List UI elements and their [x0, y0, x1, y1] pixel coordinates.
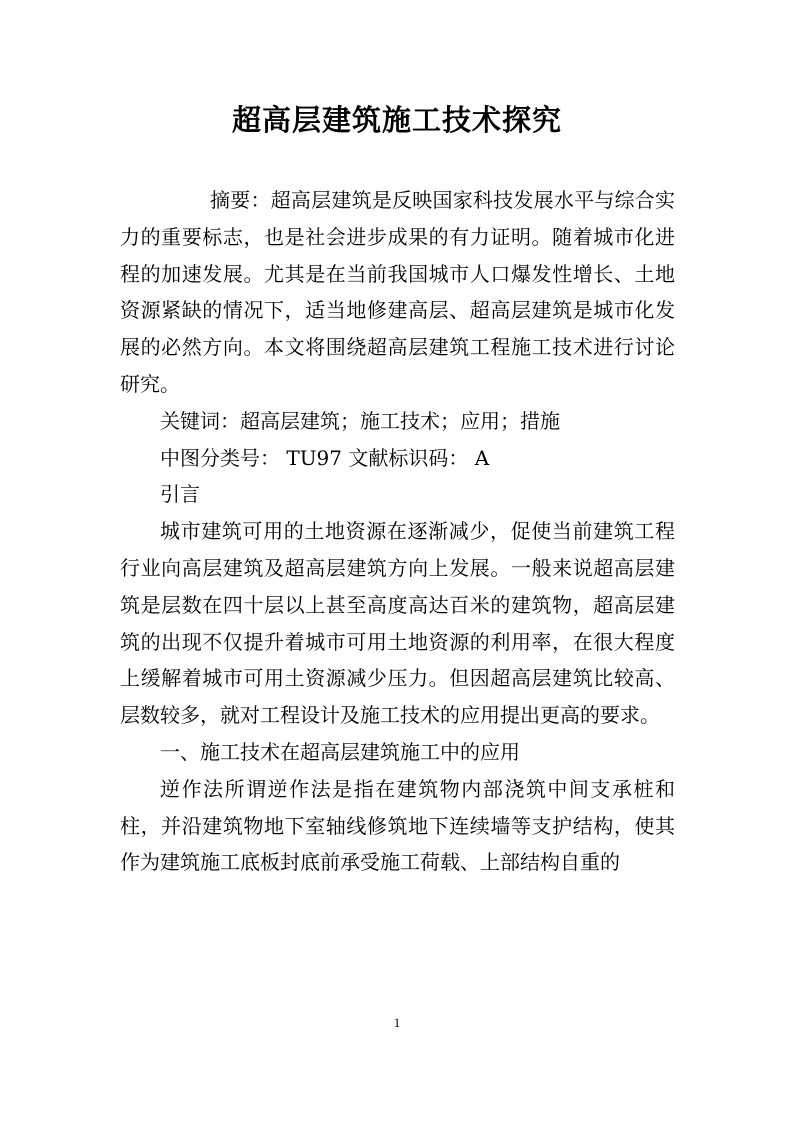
introduction-heading: 引言: [160, 482, 200, 507]
document-body: [120, 182, 675, 881]
section-paragraph: 逆作法所谓逆作法是指在建筑物内部浇筑中间支承桩和柱，并沿建筑物地下室轴线修筑地下连续墙等支护结构，使其作为建筑施工底板封底前承受施工荷载、上部结构自重的: [120, 776, 675, 875]
document-title: 超高层建筑施工技术探究: [231, 103, 562, 137]
section-heading: 一、施工技术在超高层建筑施工中的应用: [160, 739, 520, 764]
page-number: 1: [393, 1015, 401, 1030]
classification-paragraph: 中图分类号： TU97 文献标识码： A: [160, 445, 490, 470]
keywords-paragraph: 关键词：超高层建筑；施工技术；应用；措施: [160, 408, 560, 433]
abstract-paragraph: 摘要：超高层建筑是反映国家科技发展水平与综合实力的重要标志，也是社会进步成果的有力证明。随着城市化进程的加速发展。尤其是在当前我国城市人口爆发性增长、土地资源紧缺的情况下，适当地修建高层、超高层建筑是城市化发展的必然方向。本文将围绕超高层建筑工程施工技术进行讨论研究。: [120, 188, 675, 396]
introduction-paragraph: 城市建筑可用的土地资源在逐渐减少，促使当前建筑工程行业向高层建筑及超高层建筑方向上发展。一般来说超高层建筑是层数在四十层以上甚至高度高达百米的建筑物，超高层建筑的出现不仅提升着城市可用土地资源的利用率，在很大程度上缓解着城市可用土资源减少压力。但因超高层建筑比较高、层数较多，就对工程设计及施工技术的应用提出更高的要求。: [120, 519, 675, 728]
